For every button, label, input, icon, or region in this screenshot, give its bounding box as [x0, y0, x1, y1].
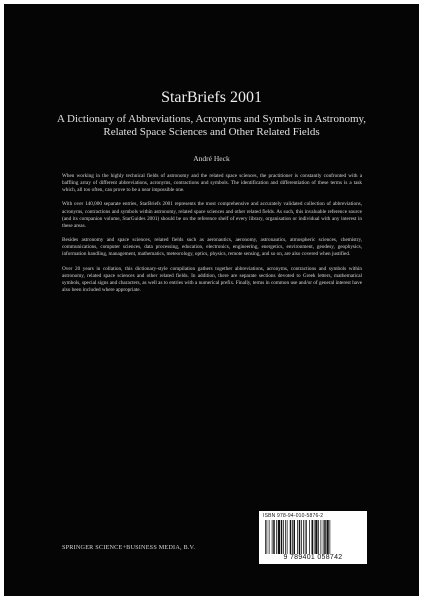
barcode-bar [321, 520, 322, 554]
publisher-name: SPRINGER SCIENCE+BUSINESS MEDIA, B.V. [62, 544, 196, 551]
barcode-bar [290, 520, 292, 554]
barcode-bar [323, 520, 324, 554]
barcode-bar [297, 520, 298, 554]
blurb [62, 173, 362, 301]
barcode-bar [312, 520, 314, 554]
subtitle-line: A Dictionary of Abbreviations, Acronyms and Symbols in Astronomy, [56, 113, 367, 125]
barcode-bar [292, 520, 293, 554]
blurb-paragraph: When working in the highly technical fields of astronomy and the related space sciences, the practitioner is constantly confronted with a baffling array of different abbreviations, acronyms, contractions and symbols. The identification and differentiation of these terms is a task which, all too often, can prove to be a near impossible one. [62, 173, 362, 194]
barcode-bar [299, 520, 301, 554]
barcode-bar [276, 520, 277, 554]
barcode-bar [285, 520, 286, 554]
barcode-bar [327, 520, 329, 554]
barcode-bar [283, 520, 284, 554]
blurb-paragraph: With over 140,000 separate entries, StarBriefs 2001 represents the most comprehensive and accurately validated collection of abbreviations, acronyms, contractions and symbols within astronomy, related space sciences and other related fields. As such, this invaluable reference source (and its companion volume, StarGuides 2001) should be on the reference shelf of every library, organisation or individual with any interest in these areas. [62, 201, 362, 229]
barcode-bar [324, 520, 326, 554]
barcode-bar [318, 520, 319, 554]
isbn-barcode [259, 511, 367, 564]
barcode-bar [287, 520, 288, 554]
book-title: StarBriefs 2001 [161, 89, 262, 106]
barcode-bar [267, 520, 268, 554]
subtitle-line: Related Space Sciences and Other Related Fields [103, 126, 320, 138]
barcode-bar [305, 520, 306, 554]
barcode-bar [330, 520, 331, 554]
barcode-bar [273, 520, 275, 554]
barcode-bar [315, 520, 317, 554]
back-cover [4, 4, 419, 596]
barcode-bar [281, 520, 283, 554]
blurb-paragraph: Over 20 years in collation, this dictionary-style compilation gathers together abbreviations, acronyms, contractions and symbols within astronomy, related space sciences and other related fields. In addition, there are separate sections devoted to Greek letters, mathematical symbols, special signs and characters, as well as to entries with a numerical prefix. Finally, terms in common use and/or of general interest have also been included where appropriate. [62, 265, 362, 294]
barcode-bar [294, 520, 296, 554]
barcode-bar [269, 520, 270, 554]
barcode-bar [309, 520, 310, 554]
barcode-bar [272, 520, 273, 554]
isbn-label: ISBN 978-94-010-5876-2 [263, 513, 324, 519]
blurb-paragraph: Besides astronomy and space sciences, related fields such as aeronautics, aeronomy, astronautics, atmospheric sciences, chemistry, communications, computer sciences, data processing, education, electronics, engineering, energetics, environment, geodesy, geophysics, information handling, management, mathematics, meteorology, optics, physics, remote sensing, and so on, are also covered when justified. [62, 237, 362, 258]
barcode-bar [265, 520, 266, 554]
author-name: André Heck [193, 154, 230, 163]
barcode-bar [314, 520, 315, 554]
barcode-bars [263, 520, 363, 554]
book-subtitle [24, 113, 399, 139]
barcode-bar [303, 520, 304, 554]
barcode-digits: 9 789401 058742 [283, 554, 343, 561]
barcode-bar [301, 520, 302, 554]
barcode-bar [306, 520, 307, 554]
barcode-bar [278, 520, 280, 554]
